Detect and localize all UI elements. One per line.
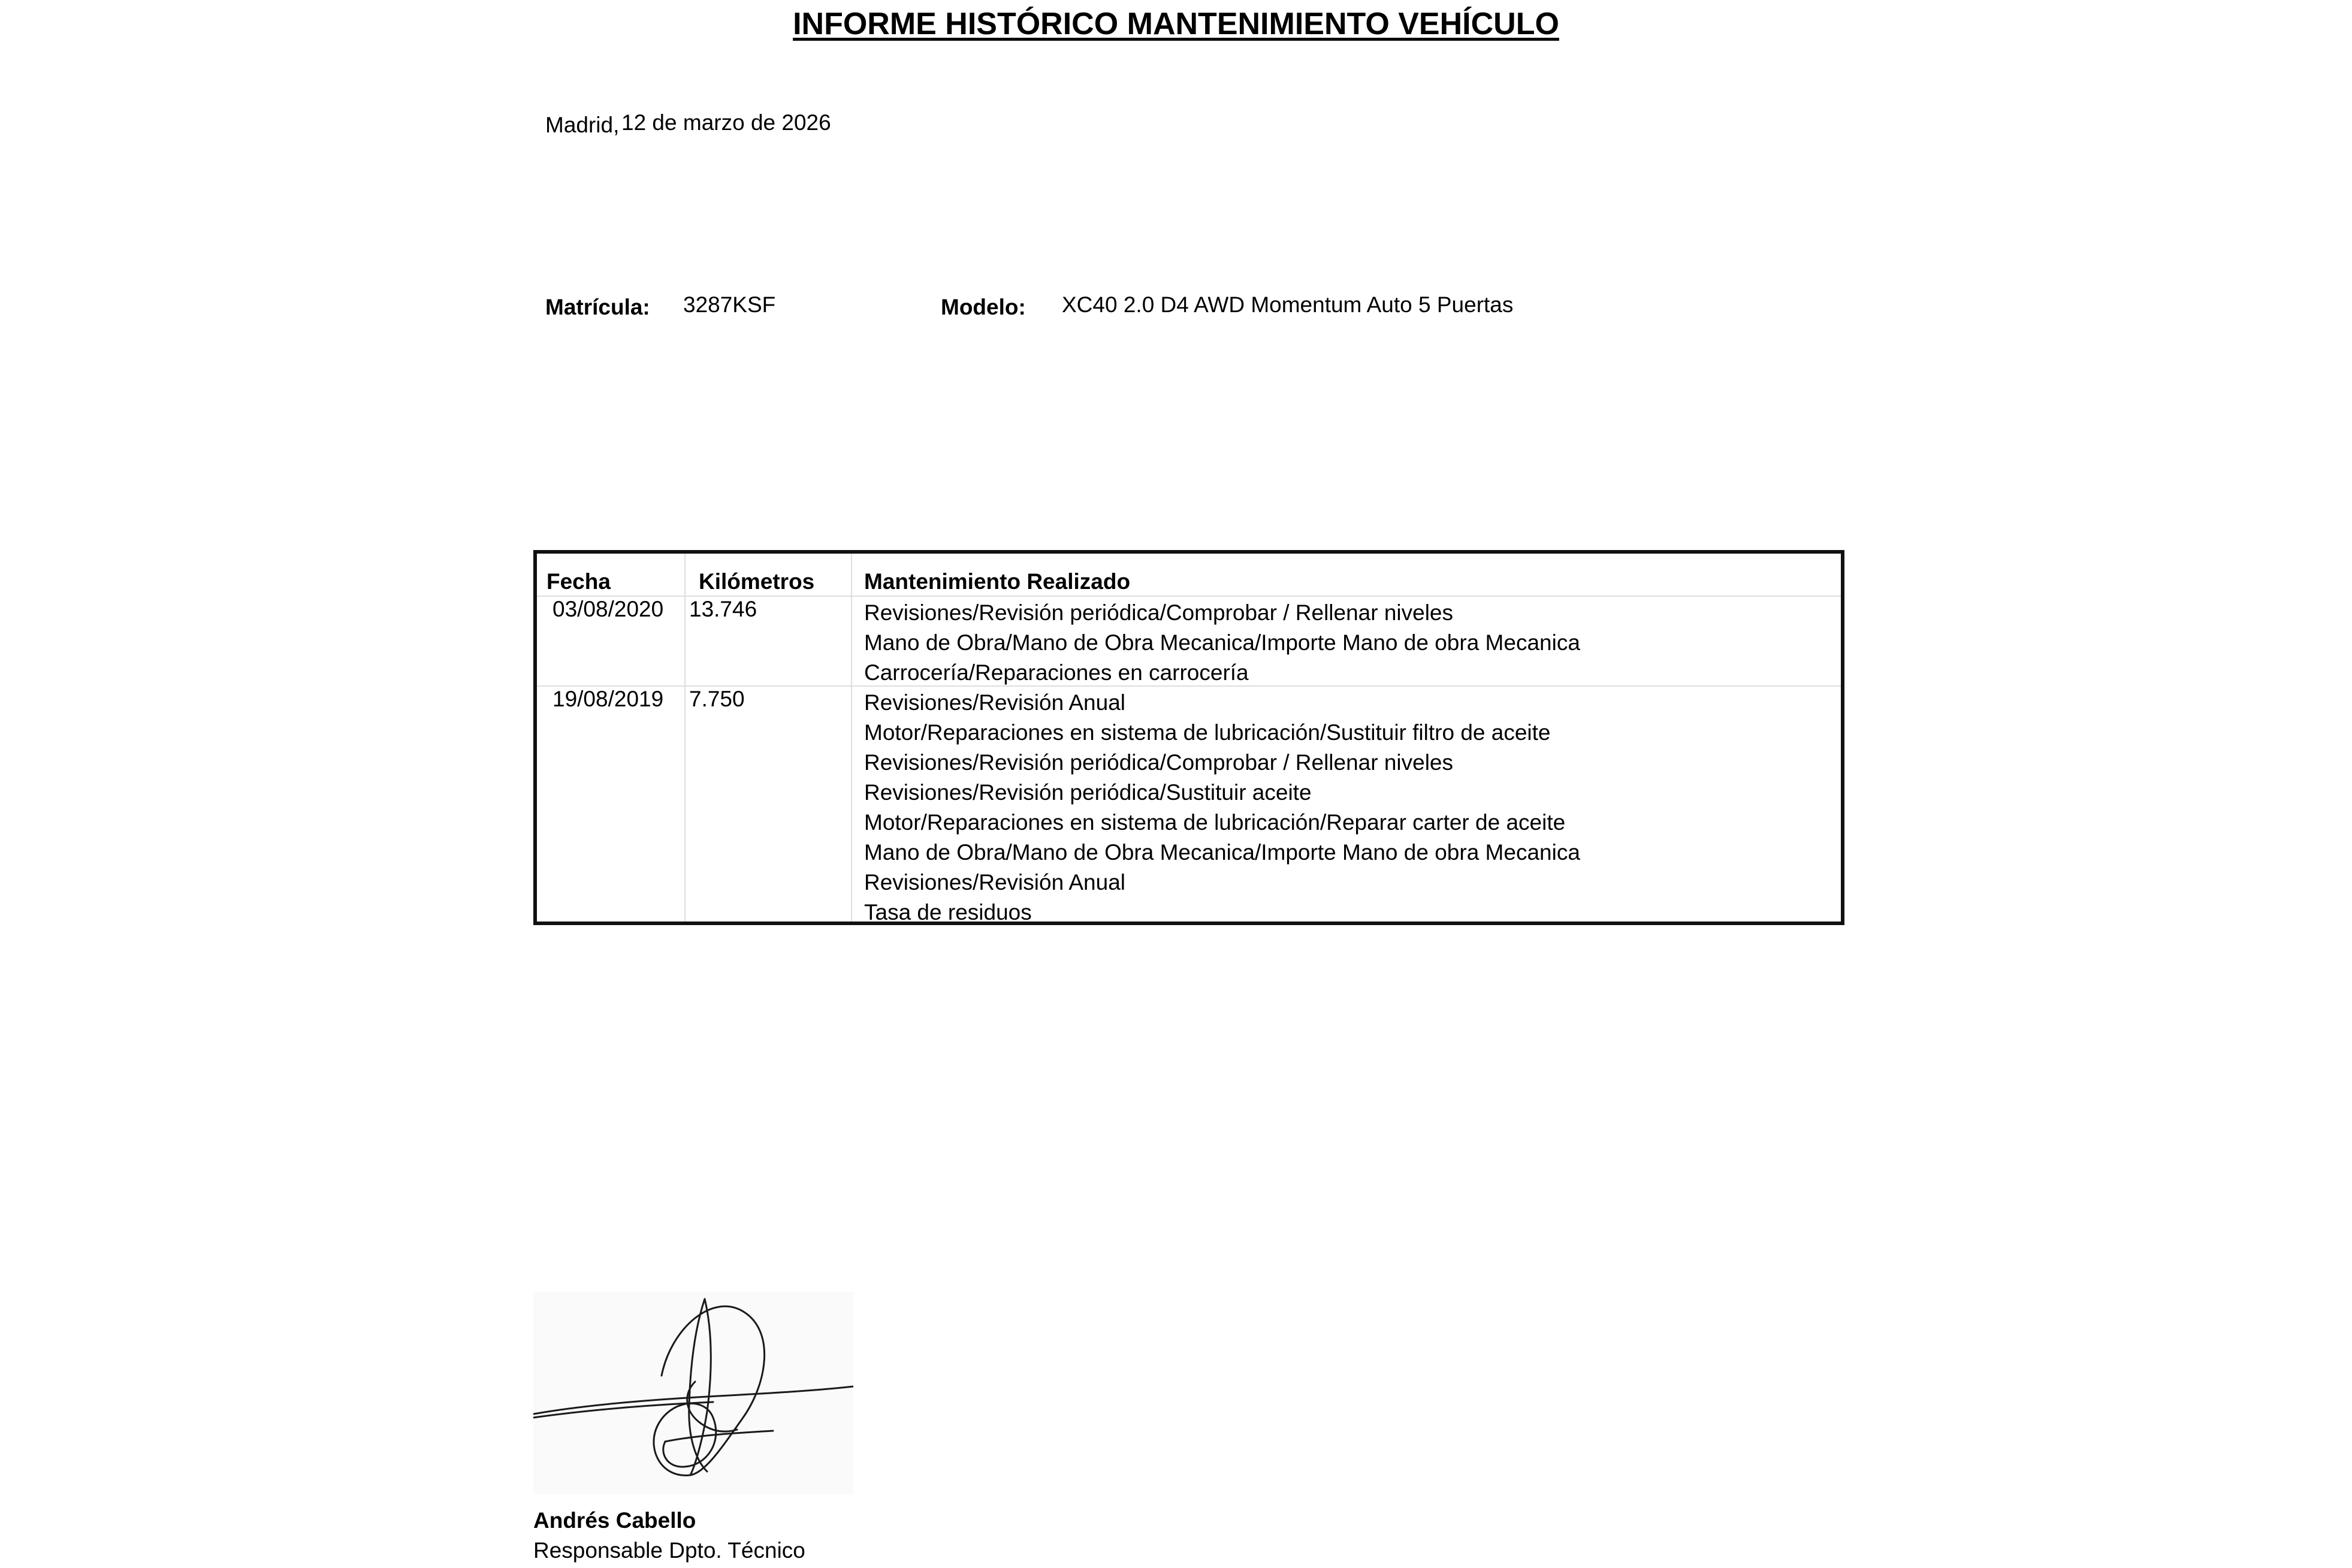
plate-value: 3287KSF (683, 292, 776, 317)
signature (533, 1292, 853, 1494)
column-divider (684, 554, 686, 922)
row-2-km: 7.750 (689, 687, 745, 711)
row-1-item: Revisiones/Revisión periódica/Comprobar / Rellenar niveles (864, 600, 1454, 625)
row-2-item: Revisiones/Revisión Anual (864, 870, 1126, 895)
column-divider (851, 554, 852, 922)
header-fecha: Fecha (547, 569, 611, 594)
row-1-item: Mano de Obra/Mano de Obra Mecanica/Importe Mano de obra Mecanica (864, 630, 1580, 655)
row-2-item: Motor/Reparaciones en sistema de lubricación/Reparar carter de aceite (864, 810, 1566, 835)
plate-label: Matrícula: (545, 295, 650, 319)
header-kilometros: Kilómetros (699, 569, 815, 594)
row-1-km: 13.746 (689, 597, 757, 621)
model-label: Modelo: (941, 295, 1026, 319)
report-date: 12 de marzo de 2026 (621, 110, 831, 135)
signer-name: Andrés Cabello (533, 1508, 696, 1533)
row-2-item: Mano de Obra/Mano de Obra Mecanica/Importe Mano de obra Mecanica (864, 840, 1580, 865)
signer-role: Responsable Dpto. Técnico (533, 1538, 805, 1563)
row-2-item: Tasa de residuos (864, 900, 1032, 925)
row-2-item: Revisiones/Revisión periódica/Sustituir aceite (864, 780, 1312, 805)
signature-scribble-icon (533, 1292, 853, 1494)
row-2-item: Revisiones/Revisión periódica/Comprobar / Rellenar niveles (864, 750, 1454, 775)
header-mantenimiento: Mantenimiento Realizado (864, 569, 1131, 594)
row-1-date: 03/08/2020 (552, 597, 664, 621)
row-2-date: 19/08/2019 (552, 687, 664, 711)
document-title: INFORME HISTÓRICO MANTENIMIENTO VEHÍCULO (793, 7, 1559, 41)
row-2-item: Revisiones/Revisión Anual (864, 690, 1126, 715)
row-2-item: Motor/Reparaciones en sistema de lubricación/Sustituir filtro de aceite (864, 720, 1551, 745)
report-place: Madrid, (545, 113, 620, 137)
row-1-item: Carrocería/Reparaciones en carrocería (864, 660, 1249, 685)
maintenance-table (533, 550, 1844, 925)
model-value: XC40 2.0 D4 AWD Momentum Auto 5 Puertas (1062, 292, 1514, 317)
